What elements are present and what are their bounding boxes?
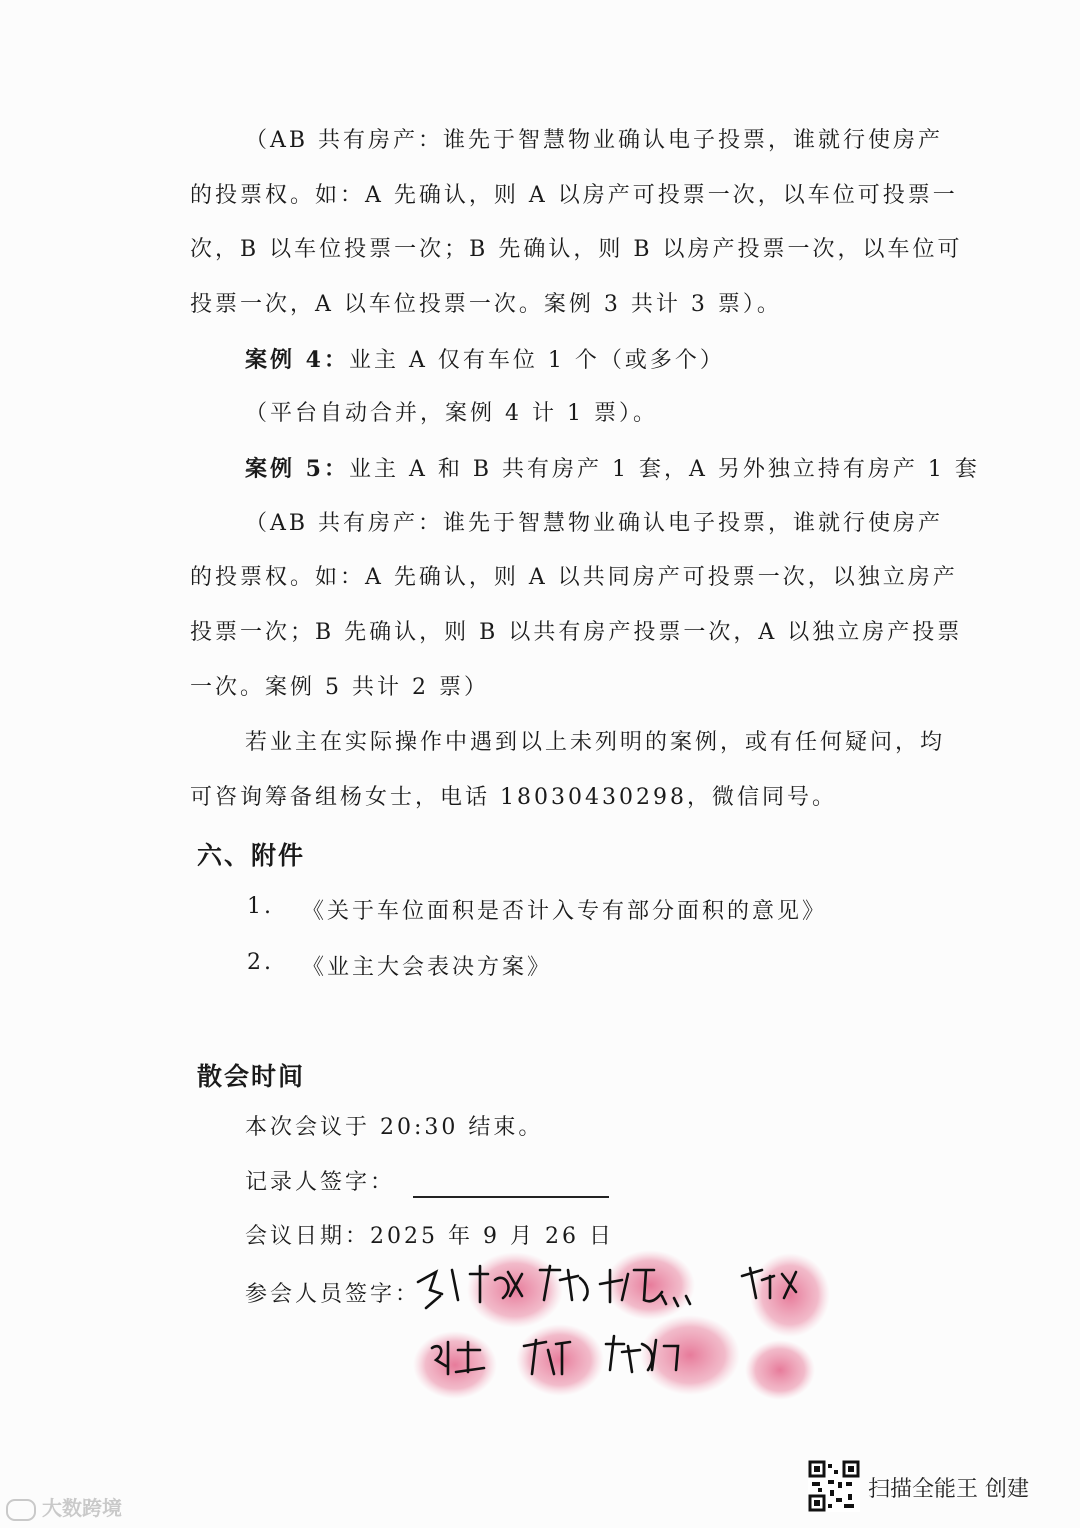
paragraph-line: （AB 共有房产：谁先于智慧物业确认电子投票，谁就行使房产 — [245, 511, 944, 536]
fingerprint-mark — [605, 1250, 695, 1320]
end-time-line: 本次会议于 20:30 结束。 — [245, 1115, 544, 1140]
attachment-title: 《关于车位面积是否计入专有部分面积的意见》 — [302, 899, 828, 924]
attachment-title: 《业主大会表决方案》 — [302, 955, 553, 980]
attachments-heading: 六、附件 — [197, 841, 306, 870]
case-4-text: 业主 A 仅有车位 1 个（或多个） — [348, 348, 725, 373]
case-5-line — [245, 454, 980, 484]
case-5-text: 业主 A 和 B 共有房产 1 套，A 另外独立持有房产 1 套 — [348, 457, 980, 482]
paragraph-line: 次，B 以车位投票一次；B 先确认，则 B 以房产投票一次，以车位可 — [190, 237, 963, 262]
paragraph-line: 可咨询筹备组杨女士，电话 18030430298，微信同号。 — [190, 785, 837, 810]
fingerprint-mark — [745, 1340, 815, 1400]
paragraph-line: 投票一次；B 先确认，则 B 以共有房产投票一次，A 以独立房产投票 — [190, 620, 963, 645]
case-5-label: 案例 5： — [245, 456, 349, 482]
adjourn-heading: 散会时间 — [197, 1062, 306, 1091]
attachment-number: 2. — [247, 950, 274, 975]
paragraph-line: 一次。案例 5 共计 2 票） — [190, 675, 489, 700]
watermark-text — [6, 1492, 122, 1521]
paragraph-line: 投票一次，A 以车位投票一次。案例 3 共计 3 票）。 — [190, 292, 782, 317]
participants-label: 参会人员签字： — [245, 1282, 421, 1307]
participant-signatures — [0, 1240, 1080, 1440]
case-4-label: 案例 4： — [245, 347, 349, 373]
recorder-line — [245, 1168, 609, 1198]
recorder-label: 记录人签字： — [245, 1170, 396, 1195]
case-4-line — [245, 345, 725, 375]
attachment-number: 1. — [247, 894, 274, 919]
paragraph-line: 的投票权。如：A 先确认，则 A 以共同房产可投票一次，以独立房产 — [190, 565, 958, 590]
fingerprint-mark — [413, 1331, 497, 1399]
recorder-signature-blank — [413, 1176, 609, 1198]
fingerprint-mark — [750, 1253, 830, 1337]
fingerprint-mark — [516, 1324, 604, 1396]
meeting-date: 会议日期：2025 年 9 月 26 日 — [245, 1224, 614, 1249]
paragraph-line: 的投票权。如：A 先确认，则 A 以房产可投票一次，以车位可投票一 — [190, 183, 958, 208]
watermark-logo-icon — [6, 1499, 36, 1521]
qr-code-icon — [808, 1460, 860, 1512]
scanner-brand-text: 扫描全能王 创建 — [868, 1477, 1029, 1502]
watermark-label: 大数跨境 — [42, 1496, 122, 1520]
case-4-note: （平台自动合并，案例 4 计 1 票）。 — [245, 401, 658, 426]
scanner-footer — [0, 1450, 1080, 1528]
fingerprint-mark — [467, 1252, 563, 1328]
paragraph-line: （AB 共有房产：谁先于智慧物业确认电子投票，谁就行使房产 — [245, 128, 944, 153]
paragraph-line: 若业主在实际操作中遇到以上未列明的案例，或有任何疑问，均 — [245, 730, 946, 755]
